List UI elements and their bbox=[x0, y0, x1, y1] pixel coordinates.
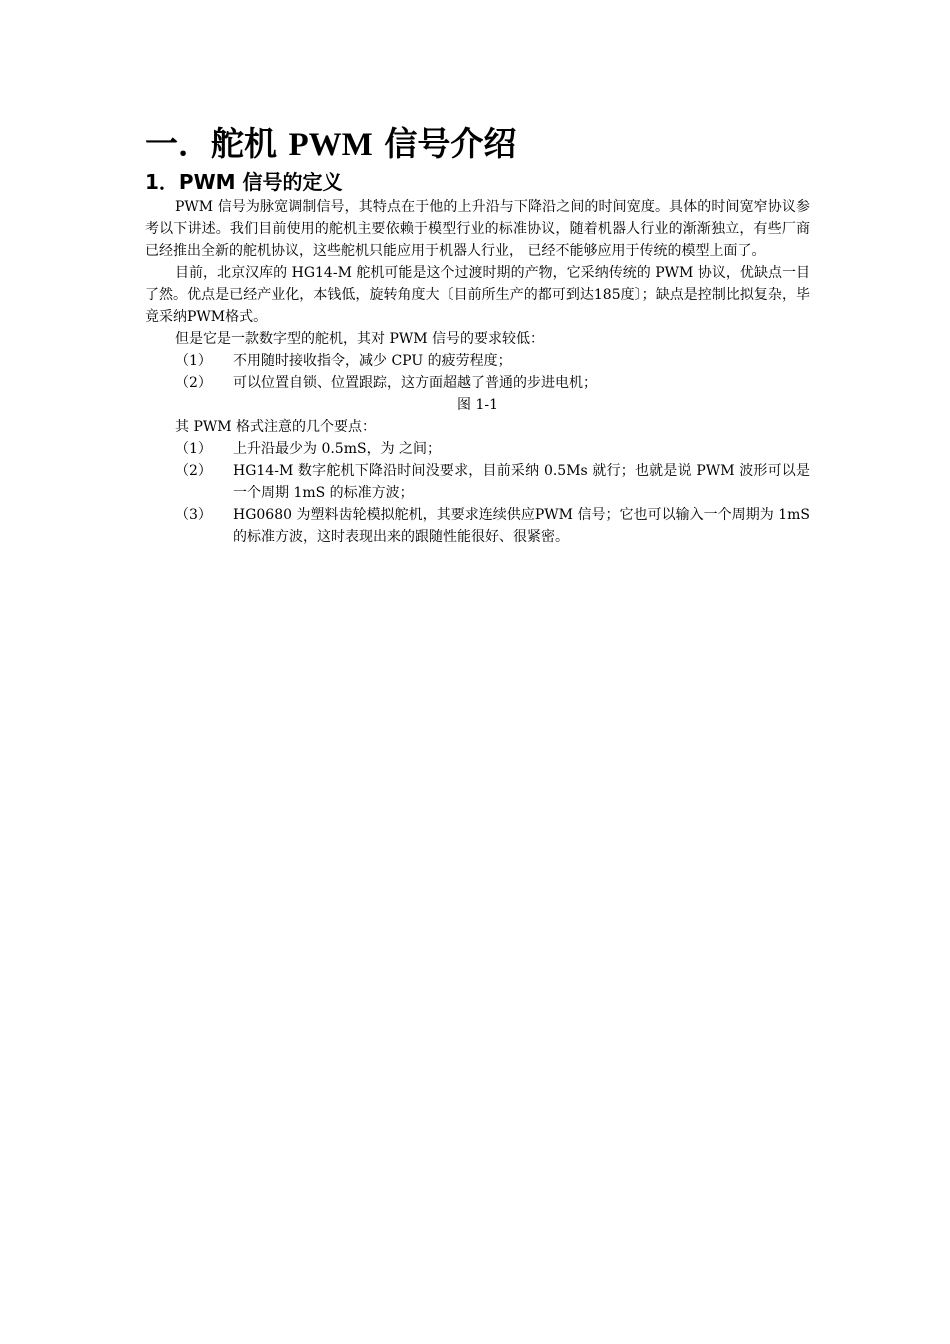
document-title bbox=[145, 120, 810, 168]
section-heading: 1．PWM 信号的定义 bbox=[145, 170, 343, 194]
document-page bbox=[145, 120, 810, 548]
figure-caption: 图 1-1 bbox=[457, 397, 498, 413]
list-item-number: （2） bbox=[175, 463, 212, 479]
title-suffix: 信号介绍 bbox=[384, 124, 517, 163]
title-pwm: PWM bbox=[288, 127, 373, 163]
list-item-number: （2） bbox=[175, 375, 212, 391]
paragraph-hg14m: 目前，北京汉库的 HG14-M 舵机可能是这个过渡时期的产物，它采纳传统的 PWM 协议，优缺点一目了然。优点是已经产业化，本钱低，旋转角度大〔目前所生产的都可到达185度〕；缺点是控制比拟复杂，毕竟采纳PWM格式。 bbox=[145, 265, 810, 325]
list-item bbox=[175, 460, 810, 504]
list-item bbox=[175, 504, 810, 548]
list-item bbox=[175, 372, 810, 394]
list-item-number: （1） bbox=[175, 441, 212, 457]
list-item-number: （3） bbox=[175, 507, 212, 523]
list-item-text: HG14-M 数字舵机下降沿时间没要求，目前采纳 0.5Ms 就行；也就是说 PWM 波形可以是一个周期 1mS 的标准方波； bbox=[233, 463, 810, 501]
list-item bbox=[175, 438, 810, 460]
list-item-text: 不用随时接收指令，减少 CPU 的疲劳程度； bbox=[233, 353, 512, 369]
list-item-text: 可以位置自锁、位置跟踪，这方面超越了普通的步进电机； bbox=[233, 375, 597, 391]
paragraph-digital-servo: 但是它是一款数字型的舵机，其对 PWM 信号的要求较低： bbox=[175, 331, 545, 347]
list-heading: 其 PWM 格式注意的几个要点： bbox=[175, 419, 377, 435]
title-prefix: 一．舵机 bbox=[145, 124, 277, 163]
list-item-number: （1） bbox=[175, 353, 212, 369]
paragraph-pwm-definition: PWM 信号为脉宽调制信号，其特点在于他的上升沿与下降沿之间的时间宽度。具体的时间宽窄协议参考以下讲述。我们目前使用的舵机主要依赖于模型行业的标准协议，随着机器人行业的渐渐独立，有些厂商已经推出全新的舵机协议，这些舵机只能应用于机器人行业， 已经不能够应用于传统的模型上面了。 bbox=[145, 199, 810, 259]
list-item-text: 上升沿最少为 0.5mS，为 之间； bbox=[233, 441, 442, 457]
list-item-text: HG0680 为塑料齿轮模拟舵机，其要求连续供应PWM 信号；它也可以输入一个周期为 1mS 的标准方波，这时表现出来的跟随性能很好、很紧密。 bbox=[233, 507, 810, 545]
list-item bbox=[175, 350, 810, 372]
